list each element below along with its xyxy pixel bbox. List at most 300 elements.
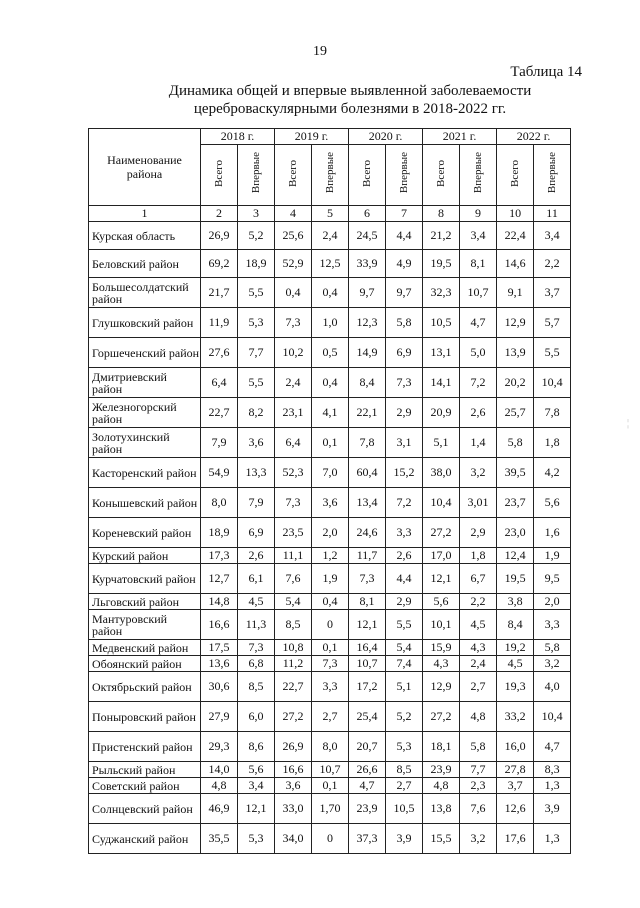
rate-cell: 18,9 — [201, 518, 238, 548]
rate-cell: 2,7 — [386, 778, 423, 794]
rate-cell: 32,3 — [423, 278, 460, 308]
table-row — [89, 778, 571, 794]
rate-cell: 5,3 — [386, 732, 423, 762]
rate-cell: 3,7 — [534, 278, 571, 308]
rate-cell: 3,3 — [534, 610, 571, 640]
rate-cell: 5,5 — [238, 368, 275, 398]
rate-cell: 4,8 — [460, 702, 497, 732]
district-name: Солнцевский район — [89, 794, 201, 824]
rate-cell: 19,5 — [497, 564, 534, 594]
rate-cell: 33,2 — [497, 702, 534, 732]
rate-cell: 14,8 — [201, 594, 238, 610]
rate-cell: 23,9 — [423, 762, 460, 778]
table-row — [89, 428, 571, 458]
rate-cell: 3,2 — [460, 458, 497, 488]
column-index: 4 — [275, 206, 312, 222]
rate-cell: 6,4 — [275, 428, 312, 458]
rate-cell: 9,7 — [386, 278, 423, 308]
table-row — [89, 564, 571, 594]
column-index: 1 — [89, 206, 201, 222]
table-row — [89, 702, 571, 732]
rate-cell: 15,9 — [423, 640, 460, 656]
rate-cell: 2,7 — [312, 702, 349, 732]
rate-cell: 12,7 — [201, 564, 238, 594]
rate-cell: 14,6 — [497, 250, 534, 278]
rate-cell: 17,6 — [497, 824, 534, 854]
rate-cell: 8,1 — [460, 250, 497, 278]
rate-cell: 5,8 — [386, 308, 423, 338]
header-year-2019: 2019 г. — [275, 129, 349, 145]
header-total-label: Всего — [287, 159, 300, 187]
district-name: Горшеченский район — [89, 338, 201, 368]
rate-cell: 7,9 — [238, 488, 275, 518]
scan-mark: ¦ — [627, 418, 630, 429]
rate-cell: 2,9 — [460, 518, 497, 548]
rate-cell: 10,5 — [423, 308, 460, 338]
header-year-2018: 2018 г. — [201, 129, 275, 145]
rate-cell: 15,5 — [423, 824, 460, 854]
rate-cell: 4,7 — [349, 778, 386, 794]
header-new — [460, 145, 497, 206]
table-row — [89, 368, 571, 398]
rate-cell: 2,0 — [534, 594, 571, 610]
rate-cell: 11,7 — [349, 548, 386, 564]
rate-cell: 14,9 — [349, 338, 386, 368]
rate-cell: 16,6 — [275, 762, 312, 778]
rate-cell: 25,6 — [275, 222, 312, 250]
rate-cell: 6,9 — [386, 338, 423, 368]
rate-cell: 13,6 — [201, 656, 238, 672]
header-total — [349, 145, 386, 206]
district-name: Суджанский район — [89, 824, 201, 854]
district-name: Пристенский район — [89, 732, 201, 762]
header-new-label: Впервые — [324, 152, 337, 194]
column-index: 10 — [497, 206, 534, 222]
rate-cell: 6,1 — [238, 564, 275, 594]
rate-cell: 0,1 — [312, 428, 349, 458]
district-name: Конышевский район — [89, 488, 201, 518]
header-years-row — [89, 129, 571, 145]
rate-cell: 2,9 — [386, 398, 423, 428]
rate-cell: 4,4 — [386, 564, 423, 594]
rate-cell: 5,0 — [460, 338, 497, 368]
header-total — [275, 145, 312, 206]
rate-cell: 25,4 — [349, 702, 386, 732]
rate-cell: 2,4 — [312, 222, 349, 250]
rate-cell: 4,8 — [423, 778, 460, 794]
rate-cell: 35,5 — [201, 824, 238, 854]
rate-cell: 3,3 — [386, 518, 423, 548]
rate-cell: 18,9 — [238, 250, 275, 278]
rate-cell: 7,9 — [201, 428, 238, 458]
rate-cell: 4,1 — [312, 398, 349, 428]
rate-cell: 19,5 — [423, 250, 460, 278]
table-row — [89, 656, 571, 672]
rate-cell: 3,2 — [534, 656, 571, 672]
table-row — [89, 458, 571, 488]
rate-cell: 12,9 — [423, 672, 460, 702]
header-total-label: Всего — [435, 159, 448, 187]
rate-cell: 33,0 — [275, 794, 312, 824]
rate-cell: 5,2 — [386, 702, 423, 732]
rate-cell: 4,9 — [386, 250, 423, 278]
district-name: Беловский район — [89, 250, 201, 278]
table-row — [89, 518, 571, 548]
rate-cell: 3,4 — [238, 778, 275, 794]
rate-cell: 19,3 — [497, 672, 534, 702]
rate-cell: 2,2 — [534, 250, 571, 278]
rate-cell: 0,4 — [312, 594, 349, 610]
rate-cell: 0 — [312, 610, 349, 640]
rate-cell: 6,4 — [201, 368, 238, 398]
table-row — [89, 308, 571, 338]
rate-cell: 3,4 — [460, 222, 497, 250]
rate-cell: 27,8 — [497, 762, 534, 778]
district-name: Железногорский район — [89, 398, 201, 428]
rate-cell: 15,2 — [386, 458, 423, 488]
table-row — [89, 278, 571, 308]
rate-cell: 1,9 — [312, 564, 349, 594]
rate-cell: 24,5 — [349, 222, 386, 250]
rate-cell: 3,9 — [386, 824, 423, 854]
table-row — [89, 762, 571, 778]
header-total — [497, 145, 534, 206]
rate-cell: 2,7 — [460, 672, 497, 702]
district-name: Льговский район — [89, 594, 201, 610]
table-row — [89, 250, 571, 278]
rate-cell: 33,9 — [349, 250, 386, 278]
rate-cell: 5,5 — [534, 338, 571, 368]
column-index: 9 — [460, 206, 497, 222]
rate-cell: 5,8 — [497, 428, 534, 458]
rate-cell: 1,8 — [534, 428, 571, 458]
rate-cell: 4,7 — [460, 308, 497, 338]
rate-cell: 12,9 — [497, 308, 534, 338]
header-new — [238, 145, 275, 206]
rate-cell: 17,5 — [201, 640, 238, 656]
rate-cell: 4,3 — [460, 640, 497, 656]
rate-cell: 34,0 — [275, 824, 312, 854]
column-index: 5 — [312, 206, 349, 222]
rate-cell: 1,4 — [460, 428, 497, 458]
table-body — [89, 222, 571, 854]
rate-cell: 11,3 — [238, 610, 275, 640]
column-index: 6 — [349, 206, 386, 222]
rate-cell: 7,8 — [349, 428, 386, 458]
rate-cell: 5,6 — [534, 488, 571, 518]
header-new-label: Впервые — [398, 152, 411, 194]
rate-cell: 0,1 — [312, 640, 349, 656]
rate-cell: 1,3 — [534, 778, 571, 794]
rate-cell: 23,5 — [275, 518, 312, 548]
rate-cell: 12,6 — [497, 794, 534, 824]
rate-cell: 1,70 — [312, 794, 349, 824]
column-index: 2 — [201, 206, 238, 222]
rate-cell: 7,7 — [238, 338, 275, 368]
page-number: 19 — [313, 44, 327, 59]
rate-cell: 7,8 — [534, 398, 571, 428]
rate-cell: 23,1 — [275, 398, 312, 428]
rate-cell: 8,0 — [201, 488, 238, 518]
district-name: Советский район — [89, 778, 201, 794]
rate-cell: 52,3 — [275, 458, 312, 488]
rate-cell: 13,1 — [423, 338, 460, 368]
rate-cell: 1,8 — [460, 548, 497, 564]
rate-cell: 8,4 — [497, 610, 534, 640]
morbidity-table — [88, 128, 571, 854]
rate-cell: 39,5 — [497, 458, 534, 488]
rate-cell: 21,2 — [423, 222, 460, 250]
rate-cell: 37,3 — [349, 824, 386, 854]
rate-cell: 1,6 — [534, 518, 571, 548]
header-year-2022: 2022 г. — [497, 129, 571, 145]
rate-cell: 4,5 — [497, 656, 534, 672]
rate-cell: 17,3 — [201, 548, 238, 564]
district-name: Рыльский район — [89, 762, 201, 778]
rate-cell: 38,0 — [423, 458, 460, 488]
rate-cell: 0,4 — [312, 368, 349, 398]
rate-cell: 21,7 — [201, 278, 238, 308]
rate-cell: 3,6 — [275, 778, 312, 794]
rate-cell: 10,4 — [534, 368, 571, 398]
rate-cell: 3,6 — [312, 488, 349, 518]
rate-cell: 1,3 — [534, 824, 571, 854]
rate-cell: 46,9 — [201, 794, 238, 824]
rate-cell: 16,4 — [349, 640, 386, 656]
header-new-label: Впервые — [546, 152, 559, 194]
rate-cell: 5,5 — [238, 278, 275, 308]
rate-cell: 7,3 — [275, 488, 312, 518]
rate-cell: 2,2 — [460, 594, 497, 610]
header-year-2020: 2020 г. — [349, 129, 423, 145]
rate-cell: 9,7 — [349, 278, 386, 308]
rate-cell: 6,8 — [238, 656, 275, 672]
rate-cell: 10,7 — [312, 762, 349, 778]
table-row — [89, 640, 571, 656]
rate-cell: 8,5 — [238, 672, 275, 702]
header-total-label: Всего — [213, 159, 225, 187]
rate-cell: 2,4 — [460, 656, 497, 672]
rate-cell: 27,2 — [423, 702, 460, 732]
rate-cell: 3,4 — [534, 222, 571, 250]
table-row — [89, 488, 571, 518]
table-row — [89, 594, 571, 610]
rate-cell: 5,6 — [238, 762, 275, 778]
rate-cell: 26,6 — [349, 762, 386, 778]
district-name: Курский район — [89, 548, 201, 564]
rate-cell: 14,0 — [201, 762, 238, 778]
rate-cell: 5,5 — [386, 610, 423, 640]
table-row — [89, 672, 571, 702]
rate-cell: 9,1 — [497, 278, 534, 308]
rate-cell: 27,2 — [423, 518, 460, 548]
header-year-2021: 2021 г. — [423, 129, 497, 145]
rate-cell: 13,9 — [497, 338, 534, 368]
rate-cell: 14,1 — [423, 368, 460, 398]
rate-cell: 4,5 — [460, 610, 497, 640]
rate-cell: 12,3 — [349, 308, 386, 338]
district-name: Дмитриевский район — [89, 368, 201, 398]
rate-cell: 17,0 — [423, 548, 460, 564]
header-new — [534, 145, 571, 206]
column-index: 7 — [386, 206, 423, 222]
table-title-line-2: цереброваскулярными болезнями в 2018-2022 гг. — [193, 101, 507, 117]
table-title-line-1: Динамика общей и впервые выявленной заболеваемости — [168, 83, 532, 99]
table-row — [89, 610, 571, 640]
rate-cell: 8,5 — [386, 762, 423, 778]
rate-cell: 12,1 — [349, 610, 386, 640]
rate-cell: 7,6 — [460, 794, 497, 824]
rate-cell: 5,3 — [238, 308, 275, 338]
rate-cell: 5,6 — [423, 594, 460, 610]
rate-cell: 0,5 — [312, 338, 349, 368]
rate-cell: 24,6 — [349, 518, 386, 548]
rate-cell: 10,7 — [349, 656, 386, 672]
rate-cell: 27,6 — [201, 338, 238, 368]
table-row — [89, 548, 571, 564]
rate-cell: 3,7 — [497, 778, 534, 794]
district-name: Курчатовский район — [89, 564, 201, 594]
rate-cell: 4,2 — [534, 458, 571, 488]
table-title — [0, 82, 640, 118]
rate-cell: 25,7 — [497, 398, 534, 428]
rate-cell: 19,2 — [497, 640, 534, 656]
rate-cell: 23,7 — [497, 488, 534, 518]
rate-cell: 0,1 — [312, 778, 349, 794]
district-name: Октябрьский район — [89, 672, 201, 702]
table-row — [89, 338, 571, 368]
rate-cell: 4,5 — [238, 594, 275, 610]
table-row — [89, 794, 571, 824]
rate-cell: 5,1 — [386, 672, 423, 702]
rate-cell: 0 — [312, 824, 349, 854]
header-name: Наименование района — [89, 129, 201, 206]
rate-cell: 1,2 — [312, 548, 349, 564]
rate-cell: 12,4 — [497, 548, 534, 564]
rate-cell: 5,2 — [238, 222, 275, 250]
rate-cell: 22,7 — [275, 672, 312, 702]
rate-cell: 6,9 — [238, 518, 275, 548]
rate-cell: 0,4 — [312, 278, 349, 308]
district-name: Касторенский район — [89, 458, 201, 488]
header-total-label: Всего — [509, 159, 522, 187]
table-row — [89, 398, 571, 428]
rate-cell: 30,6 — [201, 672, 238, 702]
column-index: 11 — [534, 206, 571, 222]
rate-cell: 4,0 — [534, 672, 571, 702]
rate-cell: 27,2 — [275, 702, 312, 732]
rate-cell: 3,8 — [497, 594, 534, 610]
rate-cell: 7,2 — [386, 488, 423, 518]
rate-cell: 20,2 — [497, 368, 534, 398]
rate-cell: 16,0 — [497, 732, 534, 762]
rate-cell: 10,1 — [423, 610, 460, 640]
rate-cell: 2,3 — [460, 778, 497, 794]
district-name: Кореневский район — [89, 518, 201, 548]
rate-cell: 7,0 — [312, 458, 349, 488]
rate-cell: 18,1 — [423, 732, 460, 762]
rate-cell: 8,4 — [349, 368, 386, 398]
district-name: Глушковский район — [89, 308, 201, 338]
rate-cell: 2,9 — [386, 594, 423, 610]
rate-cell: 2,6 — [238, 548, 275, 564]
rate-cell: 10,4 — [534, 702, 571, 732]
table-row — [89, 222, 571, 250]
rate-cell: 5,8 — [534, 640, 571, 656]
header-new-label: Впервые — [472, 152, 485, 194]
rate-cell: 7,3 — [238, 640, 275, 656]
rate-cell: 69,2 — [201, 250, 238, 278]
rate-cell: 8,6 — [238, 732, 275, 762]
rate-cell: 23,0 — [497, 518, 534, 548]
rate-cell: 13,3 — [238, 458, 275, 488]
rate-cell: 20,7 — [349, 732, 386, 762]
rate-cell: 4,3 — [423, 656, 460, 672]
rate-cell: 8,2 — [238, 398, 275, 428]
table-row — [89, 732, 571, 762]
rate-cell: 2,4 — [275, 368, 312, 398]
rate-cell: 1,0 — [312, 308, 349, 338]
rate-cell: 2,0 — [312, 518, 349, 548]
rate-cell: 16,6 — [201, 610, 238, 640]
table-label: Таблица 14 — [510, 64, 582, 80]
district-name: Курская область — [89, 222, 201, 250]
rate-cell: 7,3 — [312, 656, 349, 672]
rate-cell: 22,7 — [201, 398, 238, 428]
rate-cell: 20,9 — [423, 398, 460, 428]
district-name: Медвенский район — [89, 640, 201, 656]
rate-cell: 4,4 — [386, 222, 423, 250]
district-name: Большесолдатский район — [89, 278, 201, 308]
column-index: 3 — [238, 206, 275, 222]
rate-cell: 10,2 — [275, 338, 312, 368]
rate-cell: 8,3 — [534, 762, 571, 778]
rate-cell: 12,5 — [312, 250, 349, 278]
district-name: Золотухинский район — [89, 428, 201, 458]
rate-cell: 10,7 — [460, 278, 497, 308]
rate-cell: 3,3 — [312, 672, 349, 702]
rate-cell: 3,2 — [460, 824, 497, 854]
header-total-label: Всего — [361, 159, 374, 187]
rate-cell: 3,1 — [386, 428, 423, 458]
rate-cell: 26,9 — [275, 732, 312, 762]
rate-cell: 11,2 — [275, 656, 312, 672]
rate-cell: 3,6 — [238, 428, 275, 458]
rate-cell: 7,7 — [460, 762, 497, 778]
district-name: Мантуровский район — [89, 610, 201, 640]
rate-cell: 3,01 — [460, 488, 497, 518]
header-new — [386, 145, 423, 206]
rate-cell: 2,6 — [386, 548, 423, 564]
rate-cell: 10,8 — [275, 640, 312, 656]
header-index-row — [89, 206, 571, 222]
rate-cell: 12,1 — [238, 794, 275, 824]
header-total — [201, 145, 238, 206]
header-total — [423, 145, 460, 206]
rate-cell: 13,4 — [349, 488, 386, 518]
rate-cell: 29,3 — [201, 732, 238, 762]
rate-cell: 5,4 — [275, 594, 312, 610]
rate-cell: 1,9 — [534, 548, 571, 564]
header-new — [312, 145, 349, 206]
rate-cell: 11,9 — [201, 308, 238, 338]
rate-cell: 2,6 — [460, 398, 497, 428]
rate-cell: 9,5 — [534, 564, 571, 594]
rate-cell: 5,7 — [534, 308, 571, 338]
rate-cell: 12,1 — [423, 564, 460, 594]
rate-cell: 7,3 — [349, 564, 386, 594]
rate-cell: 6,7 — [460, 564, 497, 594]
